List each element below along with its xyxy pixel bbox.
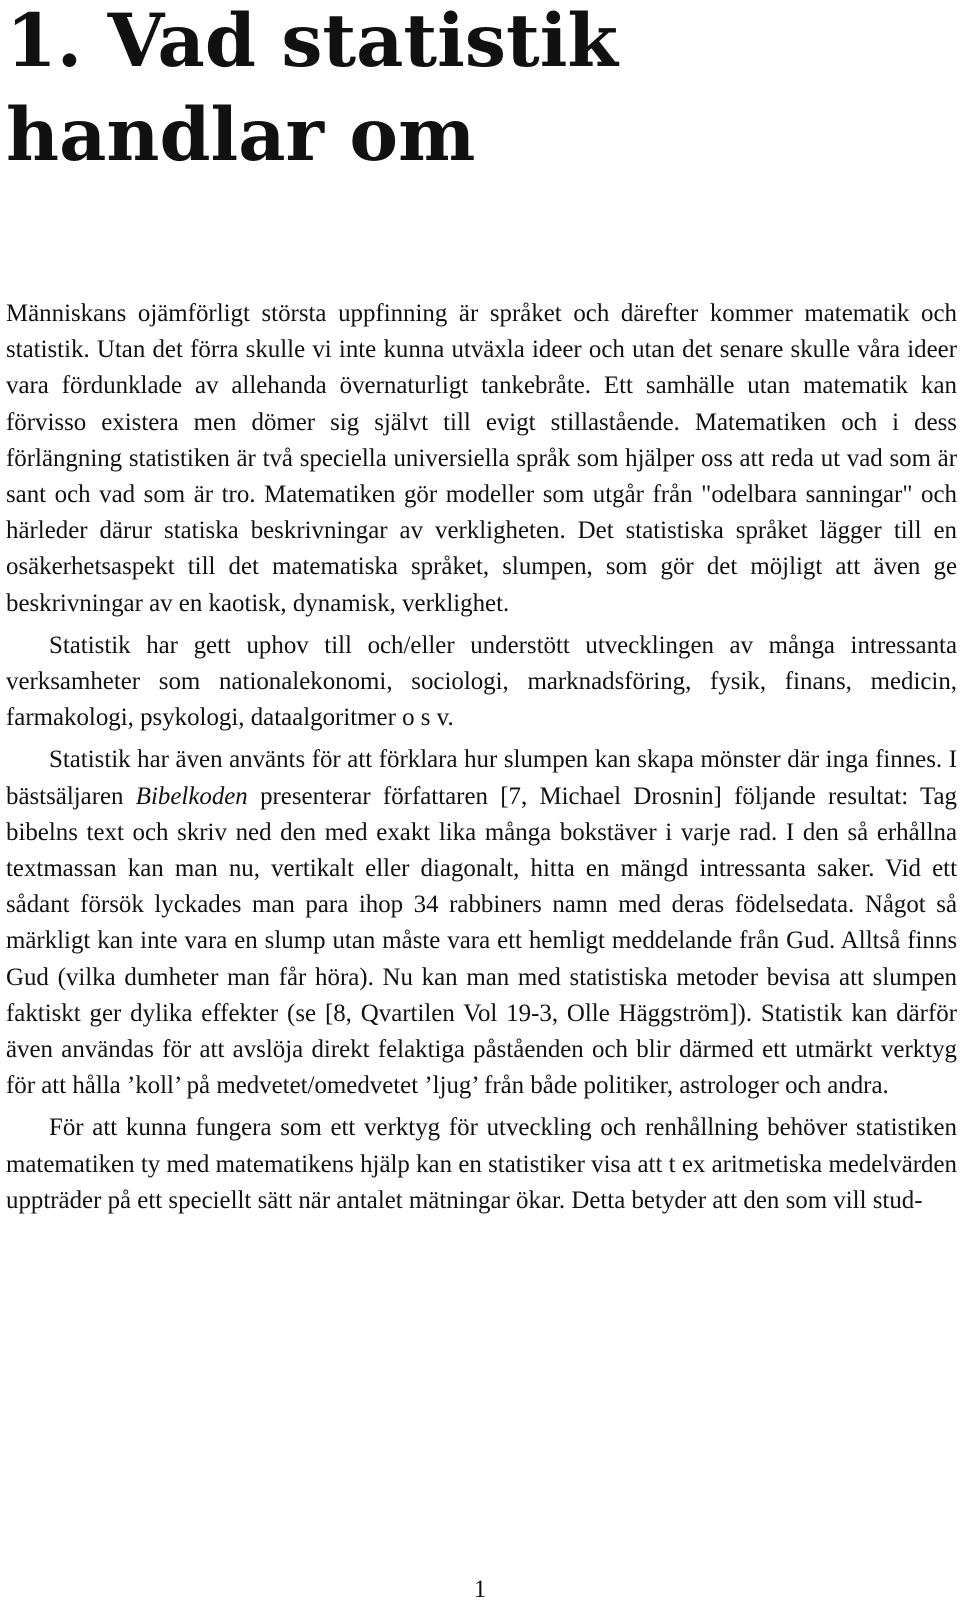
- book-title-emphasis: Bibelkoden: [135, 782, 248, 810]
- paragraph-tools: För att kunna fungera som ett verktyg för utveckling och renhållning behöver statistiken matematiken ty med matematikens hjälp kan en statistiker visa att t ex aritmetiska medelvärden uppträder på ett speciellt sätt när antalet mätningar ökar. Detta betyder att den som vill stud-: [6, 1114, 957, 1214]
- paragraph-bible-code: [6, 742, 957, 1104]
- chapter-body: [6, 296, 957, 1225]
- page-number: 1: [473, 1576, 487, 1603]
- paragraph-intro: Människans ojämförligt största uppfinning är språket och därefter kommer matematik och statistik. Utan det förra skulle vi inte kunna utväxla ideer och utan det senare skulle våra ideer vara fördunklade av allehanda övernaturligt tankebråte. Ett samhälle utan matematik kan förvisso existera men dömer sig självt till evigt stillastående. Matematiken och i dess förlängning statistiken är två speciella universiella språk som hjälper oss att reda ut vad som är sant och vad som är tro. Matematiken gör modeller som utgår från "odelbara sanningar" och härleder därur statiska beskrivningar av verkligheten. Det statistiska språket lägger till en osäkerhetsaspekt till det matematiska språket, slumpen, som gör det möjligt att även ge beskrivningar av en kaotisk, dynamisk, verklighet.: [6, 300, 957, 617]
- paragraph-bible-code-start: Statistik har även använts för att förklara hur slumpen kan skapa mönster där inga finnes. I bästsäljaren: [6, 746, 957, 810]
- chapter-title: 1. Vad statistik handlar om: [6, 0, 619, 178]
- paragraph-bible-code-rest: presenterar författaren [7, Michael Drosnin] följande resultat: Tag bibelns text och skriv ned den med exakt lika många bokstäver i varje rad. I den så erhållna textmassan kan man nu, vertikalt eller diagonalt, hitta en mängd intressanta saker. Vid ett sådant försök lyckades man para ihop 34 rabbiners namn med deras födelsedata. Något så märkligt kan inte vara en slump utan måste vara ett hemligt meddelande från Gud. Alltså finns Gud (vilka dumheter man får höra). Nu kan man med statistiska metoder bevisa att slumpen faktiskt ger dylika effekter (se [8, Qvartilen Vol 19-3, Olle Häggström]). Statistik kan därför även användas för att avslöja direkt felaktiga påståenden och blir därmed ett utmärkt verktyg för att hålla ’koll’ på medvetet/omedvetet ’ljug’ från både politiker, astrologer och andra.: [6, 782, 957, 1100]
- paragraph-applications: Statistik har gett uphov till och/eller understött utvecklingen av många intressanta verksamheter som nationalekonomi, sociologi, marknadsföring, fysik, finans, medicin, farmakologi, psykologi, dataalgoritmer o s v.: [6, 631, 957, 732]
